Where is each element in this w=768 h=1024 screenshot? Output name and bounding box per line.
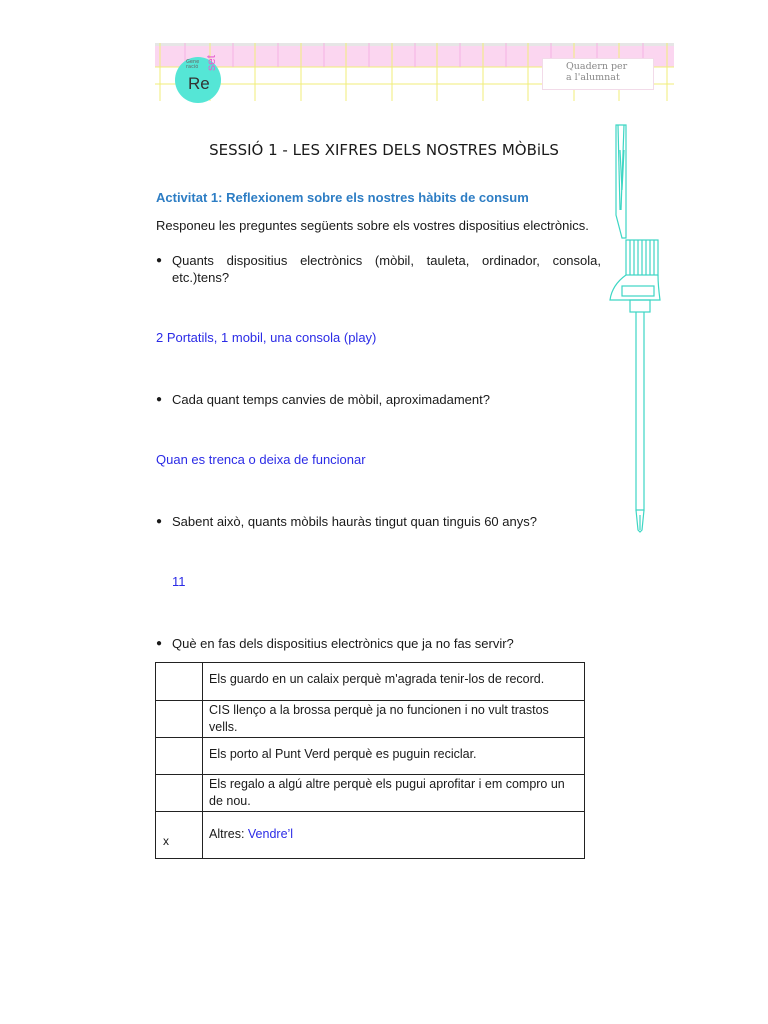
option-checkbox-cell[interactable] — [156, 701, 203, 738]
question-1-line1: Quants dispositius electrònics (mòbil, tauleta, ordinador, consola, — [172, 253, 601, 268]
options-table — [155, 662, 585, 859]
answer-1: 2 Portatils, 1 mobil, una consola (play) — [156, 330, 377, 345]
bullet-dot: ● — [156, 394, 163, 405]
option-checkbox-cell[interactable] — [156, 775, 203, 812]
table-row — [156, 812, 585, 859]
intro-text: Responeu les preguntes següents sobre els vostres dispositius electrònics. — [156, 218, 589, 233]
option-checkbox-cell[interactable] — [156, 812, 203, 859]
bullet-dot: ● — [156, 255, 163, 266]
logo-set-text: set — [204, 54, 218, 71]
page-title: SESSIÓ 1 - LES XIFRES DELS NOSTRES MÒBiLS — [209, 141, 559, 159]
screwdriver-illustration — [600, 120, 670, 535]
answer-2: Quan es trenca o deixa de funcionar — [156, 452, 366, 467]
question-2 — [156, 391, 601, 409]
option-text: Els regalo a algú altre perquè els pugui aprofitar i em compro un de nou. — [203, 775, 585, 812]
table-row — [156, 663, 585, 701]
option-checkbox-cell[interactable] — [156, 738, 203, 775]
option-other — [203, 812, 585, 859]
option-text: Els porto al Punt Verd perquè es puguin reciclar. — [203, 738, 585, 775]
question-1 — [156, 252, 601, 288]
answer-3: 11 — [172, 574, 186, 589]
question-4-text: Què en fas dels dispositius electrònics que ja no fas servir? — [172, 636, 514, 651]
question-1-line2: etc.)tens? — [172, 270, 230, 285]
quadern-line1: Quadern per — [566, 61, 628, 72]
table-row — [156, 701, 585, 738]
question-3-text: Sabent això, quants mòbils hauràs tingut quan tinguis 60 anys? — [172, 514, 537, 529]
question-4 — [156, 635, 601, 653]
question-3 — [156, 513, 601, 531]
bullet-dot: ● — [156, 516, 163, 527]
activity-heading: Activitat 1: Reflexionem sobre els nostres hàbits de consum — [156, 190, 529, 205]
option-text: Altres: — [209, 827, 248, 841]
logo-small-text: Gene ració — [186, 59, 200, 70]
table-row — [156, 738, 585, 775]
question-2-text: Cada quant temps canvies de mòbil, aproximadament? — [172, 392, 490, 407]
quadern-line2: a l'alumnat — [566, 72, 620, 83]
option-checkbox-cell[interactable] — [156, 663, 203, 701]
quadern-label — [542, 58, 654, 90]
option-mark: x — [163, 834, 169, 848]
bullet-dot: ● — [156, 638, 163, 649]
option-other-answer: Vendre’l — [247, 827, 294, 841]
option-text: Els guardo en un calaix perquè m'agrada tenir-los de record. — [203, 663, 585, 701]
option-text: CIS llenço a la brossa perquè ja no funcionen i no vult trastos vells. — [203, 701, 585, 738]
table-row — [156, 775, 585, 812]
logo-re-text: Re — [188, 74, 210, 93]
